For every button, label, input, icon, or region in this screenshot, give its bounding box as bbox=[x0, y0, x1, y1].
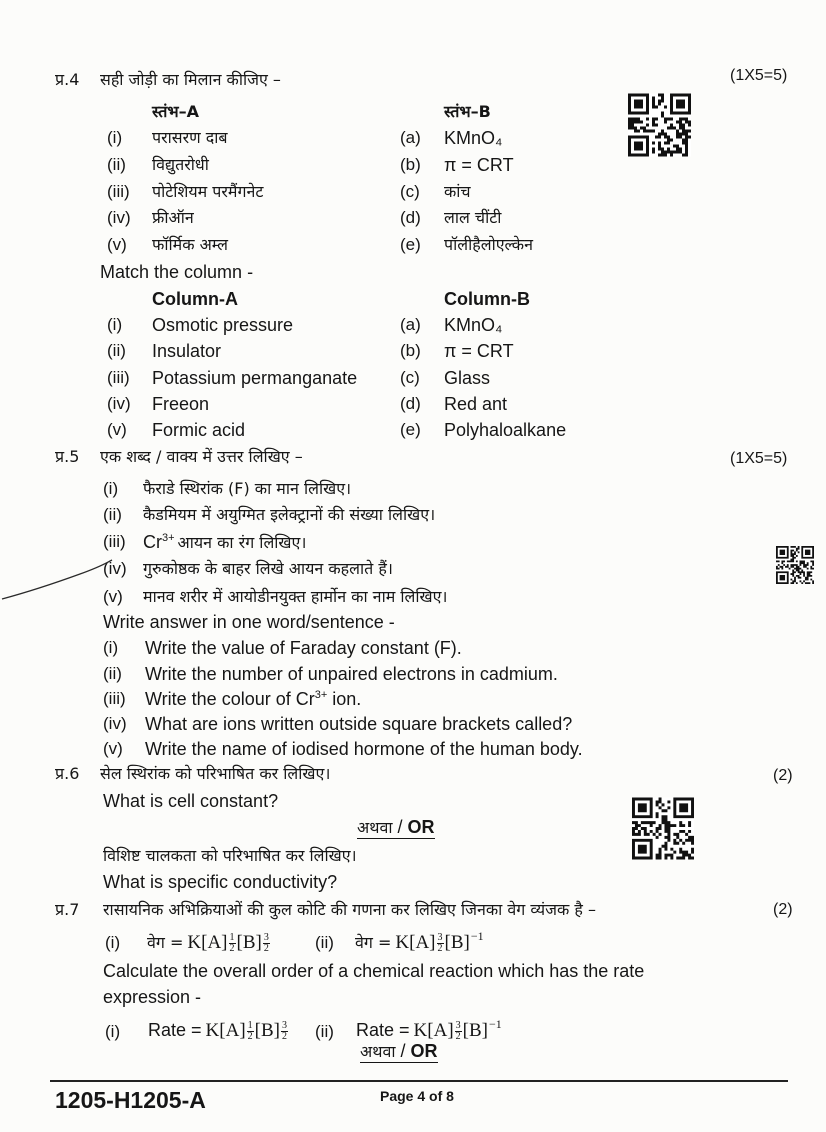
rate-term: K[A] bbox=[395, 932, 436, 953]
exponent-numerator: 3 bbox=[281, 1020, 287, 1031]
q4-english-column-a-header: Column-A bbox=[152, 289, 238, 309]
q6-or-divider bbox=[357, 817, 435, 839]
q6-number: प्र.6 bbox=[55, 764, 80, 783]
row-letter: (c) bbox=[400, 368, 420, 387]
q5-english-item bbox=[0, 637, 826, 659]
row-number: (ii) bbox=[107, 341, 126, 360]
q6-alternate-question-english: What is specific conductivity? bbox=[103, 872, 338, 892]
exponent: −1 bbox=[470, 929, 484, 943]
or-hindi: अथवा bbox=[357, 818, 393, 837]
q5-hindi-item bbox=[0, 558, 826, 580]
column-a-item: फ्रीऑन bbox=[152, 208, 194, 227]
rate-term: [B] bbox=[444, 932, 470, 953]
exponent-fraction bbox=[281, 1021, 288, 1042]
q4-hindi-row bbox=[0, 154, 826, 176]
q7-hindi-rate-expression bbox=[355, 931, 484, 953]
exponent-numerator: 3 bbox=[455, 1020, 461, 1031]
or-english: OR bbox=[407, 817, 435, 837]
row-letter: (d) bbox=[400, 208, 421, 227]
rate-term: K[A] bbox=[413, 1020, 454, 1041]
q4-hindi-column-b-header: स्तंभ–B bbox=[444, 102, 491, 121]
q4-instruction-english: Match the column - bbox=[100, 262, 254, 282]
row-number: (i) bbox=[107, 128, 123, 147]
column-b-item: KMnO₄ bbox=[444, 128, 503, 148]
q5-hindi-item bbox=[0, 531, 826, 553]
q6-question-english: What is cell constant? bbox=[103, 791, 279, 811]
q4-english-row bbox=[0, 340, 826, 362]
q6-alternate-question-hindi: विशिष्ट चालकता को परिभाषित कर लिखिए। bbox=[103, 846, 357, 865]
q5-english-item bbox=[0, 738, 826, 760]
exponent-denominator: 2 bbox=[247, 1031, 253, 1042]
q7-question-hindi: रासायनिक अभिक्रियाओं की कुल कोटि की गणना कर लिखिए जिनका वेग व्यंजक है – bbox=[103, 900, 596, 919]
exponent-denominator: 2 bbox=[455, 1031, 461, 1042]
q7-or-divider bbox=[360, 1041, 438, 1063]
pen-stroke bbox=[2, 560, 112, 599]
row-letter: (c) bbox=[400, 182, 420, 201]
rate-label: Rate = bbox=[356, 1020, 410, 1040]
item-text: कैडमियम में अयुग्मित इलेक्ट्रानों की संख्या लिखिए। bbox=[143, 505, 436, 524]
item-text: Write the number of unpaired electrons in cadmium. bbox=[145, 664, 558, 684]
item-number: (v) bbox=[103, 587, 123, 606]
q7-english-rate-number: (ii) bbox=[315, 1022, 334, 1041]
item-number: (v) bbox=[103, 739, 123, 758]
q4-hindi-row bbox=[0, 127, 826, 149]
q7-hindi-rate-expression bbox=[147, 931, 271, 953]
q7-question-english-line-1: Calculate the overall order of a chemical reaction which has the rate bbox=[103, 961, 645, 981]
q5-number: प्र.5 bbox=[55, 447, 80, 466]
row-number: (iv) bbox=[107, 394, 131, 413]
column-a-item: Osmotic pressure bbox=[152, 315, 294, 335]
q7-english-rate-number: (i) bbox=[105, 1022, 121, 1041]
rate-term: K[A] bbox=[205, 1020, 246, 1041]
item-text-start: Write the colour of Cr bbox=[145, 689, 315, 709]
row-number: (iii) bbox=[107, 182, 130, 201]
q5-hindi-item bbox=[0, 504, 826, 526]
q5-english-item bbox=[0, 688, 826, 710]
item-text-rest: आयन का रंग लिखिए। bbox=[177, 533, 307, 552]
column-b-item: पॉलीहैलोएल्केन bbox=[444, 235, 533, 254]
q7-hindi-rate-number: (i) bbox=[105, 933, 121, 952]
exponent-fraction bbox=[229, 933, 236, 954]
item-number: (i) bbox=[103, 638, 119, 657]
rate-term: [B] bbox=[462, 1020, 488, 1041]
row-letter: (d) bbox=[400, 394, 421, 413]
qr-code bbox=[775, 546, 815, 584]
exponent-numerator: 3 bbox=[437, 932, 443, 943]
q6-question-hindi: सेल स्थिरांक को परिभाषित कर लिखिए। bbox=[100, 764, 331, 783]
q4-instruction-hindi: सही जोड़ी का मिलान कीजिए – bbox=[100, 70, 281, 89]
page-number: Page 4 of 8 bbox=[380, 1088, 454, 1104]
column-a-item: Freeon bbox=[152, 394, 210, 414]
column-b-item: KMnO₄ bbox=[444, 315, 503, 335]
item-text: Write the value of Faraday constant (F). bbox=[145, 638, 462, 658]
column-a-item: परासरण दाब bbox=[152, 128, 228, 147]
q4-english-column-b-header: Column-B bbox=[444, 289, 530, 309]
row-number: (iii) bbox=[107, 368, 130, 387]
exponent-fraction bbox=[263, 933, 270, 954]
item-number: (i) bbox=[103, 479, 119, 498]
exponent-denominator: 2 bbox=[229, 943, 235, 954]
q7-marks: (2) bbox=[773, 901, 793, 918]
item-text-end: ion. bbox=[327, 689, 362, 709]
ion-charge: 3+ bbox=[162, 532, 175, 544]
item-number: (iii) bbox=[103, 532, 126, 551]
q5-hindi-item bbox=[0, 478, 826, 500]
rate-label: Rate = bbox=[148, 1020, 202, 1040]
q5-instruction-english: Write answer in one word/sentence - bbox=[103, 612, 395, 632]
item-text: गुरुकोष्ठक के बाहर लिखे आयन कहलाते हैं। bbox=[143, 559, 393, 578]
exponent-fraction bbox=[437, 933, 444, 954]
q5-marks: (1X5=5) bbox=[730, 450, 788, 467]
row-letter: (e) bbox=[400, 420, 421, 439]
ion-symbol: Cr bbox=[143, 532, 162, 552]
pen-mark bbox=[0, 552, 120, 604]
q4-hindi-column-a-header: स्तंभ–A bbox=[152, 102, 199, 121]
paper-code: 1205-H1205-A bbox=[55, 1087, 206, 1113]
q7-hindi-rate-number: (ii) bbox=[315, 933, 334, 952]
column-a-item: फॉर्मिक अम्ल bbox=[152, 235, 228, 254]
q5-english-item bbox=[0, 713, 826, 735]
column-b-item: Polyhaloalkane bbox=[444, 420, 567, 440]
q4-english-row bbox=[0, 419, 826, 441]
q7-english-rate-expression bbox=[148, 1019, 289, 1041]
exponent-denominator: 2 bbox=[437, 943, 443, 954]
q6-marks: (2) bbox=[773, 767, 793, 784]
q4-english-row bbox=[0, 367, 826, 389]
or-separator: / bbox=[392, 817, 408, 837]
item-number: (iv) bbox=[103, 559, 127, 578]
rate-term: [B] bbox=[236, 932, 262, 953]
q4-english-row bbox=[0, 314, 826, 336]
rate-label: वेग = bbox=[147, 933, 184, 952]
q7-english-rate-expression bbox=[356, 1019, 502, 1041]
item-text bbox=[143, 531, 306, 554]
q5-english-item bbox=[0, 663, 826, 685]
or-hindi: अथवा bbox=[360, 1042, 396, 1061]
q4-number: प्र.4 bbox=[55, 70, 80, 89]
row-letter: (a) bbox=[400, 128, 421, 147]
exponent-numerator: 1 bbox=[247, 1020, 253, 1031]
exponent-fraction bbox=[455, 1021, 462, 1042]
item-text bbox=[145, 688, 361, 710]
row-number: (v) bbox=[107, 235, 127, 254]
exponent-fraction bbox=[247, 1021, 254, 1042]
rate-term: [B] bbox=[254, 1020, 280, 1041]
exponent-denominator: 2 bbox=[263, 943, 269, 954]
row-number: (ii) bbox=[107, 155, 126, 174]
footer-rule bbox=[50, 1080, 788, 1082]
item-text: फैराडे स्थिरांक (F) का मान लिखिए। bbox=[143, 479, 352, 498]
column-b-item: Glass bbox=[444, 368, 491, 388]
column-a-item: Potassium permanganate bbox=[152, 368, 358, 388]
column-a-item: Formic acid bbox=[152, 420, 246, 440]
item-number: (ii) bbox=[103, 505, 122, 524]
column-a-item: पोटेशियम परमैंगनेट bbox=[152, 182, 264, 201]
q4-hindi-row bbox=[0, 181, 826, 203]
column-b-item: π = CRT bbox=[444, 341, 514, 361]
row-number: (iv) bbox=[107, 208, 131, 227]
or-separator: / bbox=[395, 1041, 411, 1061]
q4-english-row bbox=[0, 393, 826, 415]
or-english: OR bbox=[410, 1041, 438, 1061]
row-number: (i) bbox=[107, 315, 123, 334]
rate-label: वेग = bbox=[355, 933, 392, 952]
exponent: −1 bbox=[488, 1017, 502, 1031]
exponent-denominator: 2 bbox=[281, 1031, 287, 1042]
column-b-item: कांच bbox=[444, 182, 471, 201]
item-number: (iv) bbox=[103, 714, 127, 733]
item-number: (iii) bbox=[103, 689, 126, 708]
item-text: मानव शरीर में आयोडीनयुक्त हार्मोन का नाम लिखिए। bbox=[143, 587, 448, 606]
column-b-item: लाल चींटी bbox=[444, 208, 502, 227]
item-number: (ii) bbox=[103, 664, 122, 683]
q7-question-english-line-2: expression - bbox=[103, 987, 202, 1007]
column-b-item: π = CRT bbox=[444, 155, 514, 175]
row-letter: (b) bbox=[400, 155, 421, 174]
q4-hindi-row bbox=[0, 207, 826, 229]
q4-marks: (1X5=5) bbox=[730, 67, 788, 84]
column-a-item: विद्युतरोधी bbox=[152, 155, 209, 174]
rate-term: K[A] bbox=[187, 932, 228, 953]
item-text: Write the name of iodised hormone of the human body. bbox=[145, 739, 583, 759]
exponent-numerator: 3 bbox=[263, 932, 269, 943]
ion-charge: 3+ bbox=[314, 689, 328, 701]
column-a-item: Insulator bbox=[152, 341, 222, 361]
item-text: What are ions written outside square brackets called? bbox=[145, 714, 573, 734]
row-letter: (a) bbox=[400, 315, 421, 334]
column-b-item: Red ant bbox=[444, 394, 508, 414]
q5-instruction-hindi: एक शब्द / वाक्य में उत्तर लिखिए – bbox=[100, 447, 303, 466]
q5-hindi-item bbox=[0, 586, 826, 608]
row-letter: (e) bbox=[400, 235, 421, 254]
q7-number: प्र.7 bbox=[55, 900, 80, 919]
qr-code bbox=[632, 796, 694, 861]
row-number: (v) bbox=[107, 420, 127, 439]
row-letter: (b) bbox=[400, 341, 421, 360]
exponent-numerator: 1 bbox=[229, 932, 235, 943]
q4-hindi-row bbox=[0, 234, 826, 256]
